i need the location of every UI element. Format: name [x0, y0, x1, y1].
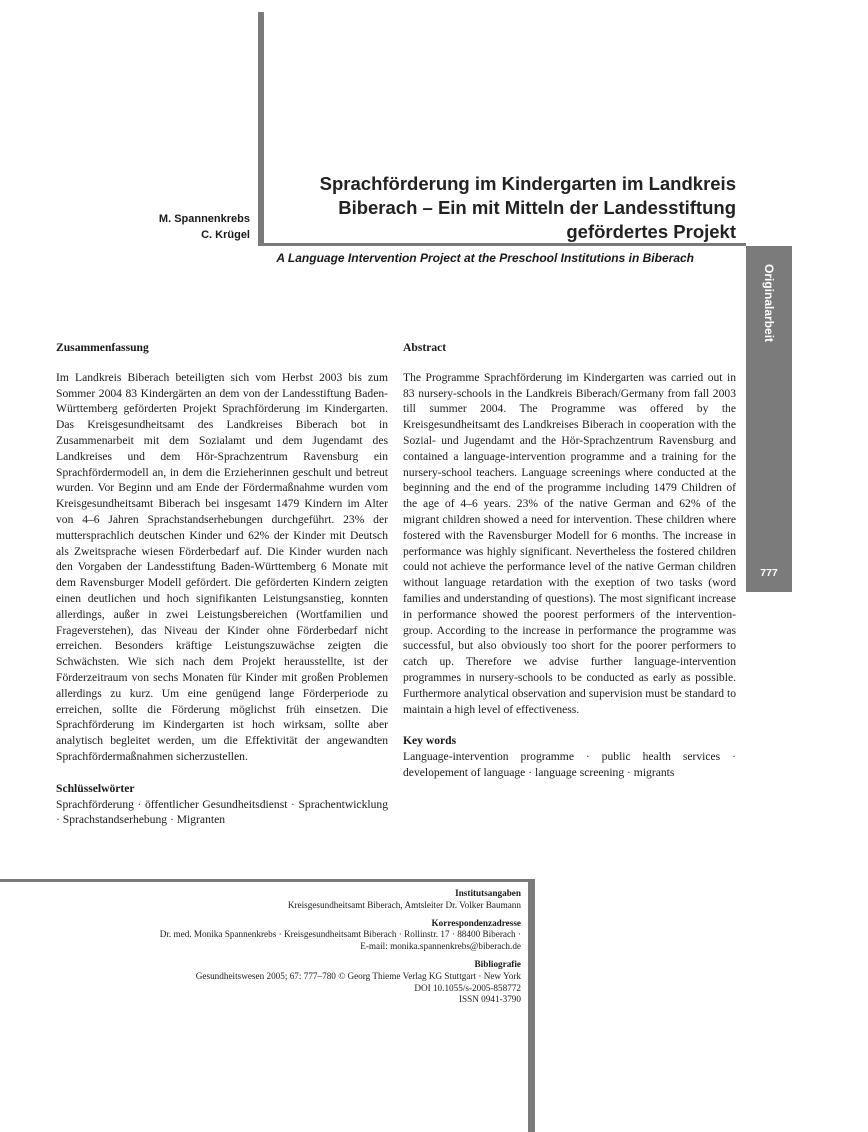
author-name: M. Spannenkrebs	[158, 213, 250, 225]
footer-vertical-bar	[528, 879, 535, 1132]
title-vertical-bar	[258, 12, 264, 244]
korrespondenz-heading: Korrespondenzadresse	[431, 917, 521, 928]
article-type-label	[746, 264, 792, 384]
zusammenfassung-text: Im Landkreis Biberach beteiligten sich vom Herbst 2003 bis zum Sommer 2004 83 Kindergärten an dem von der Landesstiftung Baden-Württemberg geförderten Projekt Sprachförderung im Kindergarten. Das Kreisgesundheitsamt des Landkreises Biberach bot in Zusammenarbeit mit dem Sozialamt und dem Jugendamt des Landkreises und dem Hör-Sprachzentrum Ravensburg ein Sprachfördermodell an, in dem die Erzieherinnen geschult und betreut wurden. Vor Beginn und am Ende der Fördermaßnahme wurden vom Kreisgesundheitsamt Biberach bei insgesamt 1479 Kindern im Alter von 4–6 Jahren Sprachstandserhebungen durchgeführt. 23% der muttersprachlich deutschen Kinder und 62% der Kinder mit Deutsch als Zweitsprache wiesen Förderbedarf auf. Die Kinder wurden nach den Vorgaben der Landesstiftung Baden-Württemberg 6 Monate mit dem Ravensburger Modell gefördert. Die geförderten Kindern zeigten einen deutlichen und hoch signifikanten Leistungsanstieg, konnten allerdings, außer in zwei Leistungsbereichen (Wortfamilien und Frageverstehen), das Niveau der Kinder ohne Förderbedarf nicht erreichen. Besonders kräftige Leistungszuwächse zeigten die Schwächsten. Wie sich nach dem Projekt herausstellte, ist der Förderzeitraum von sechs Monaten für Kinder mit großen Problemen allerdings zu kurz. Um eine genügend lange Förderperiode zu erreichen, sollte die Förderung möglichst früh einsetzen. Die Sprachförderung im Kindergarten ist hoch wirksam, sollte aber analytisch begleitet werden, um die Effektivität der angewandten Sprachfördermaßnahmen sicherzustellen.	[56, 370, 388, 763]
institut-text: Kreisgesundheitsamt Biberach, Amtsleiter Dr. Volker Baumann	[287, 899, 521, 910]
bibliografie-citation: Gesundheitswesen 2005; 67: 777–780 © Georg Thieme Verlag KG Stuttgart · New York	[195, 970, 521, 981]
article-subtitle: A Language Intervention Project at the Preschool Institutions in Biberach	[276, 251, 694, 265]
bibliografie-heading: Bibliografie	[474, 958, 521, 969]
korrespondenz-line: Dr. med. Monika Spannenkrebs · Kreisgesundheitsamt Biberach · Rollinstr. 17 · 88400 Biberach ·	[159, 929, 521, 940]
article-type-text: Originalarbeit	[762, 264, 776, 343]
abstract-text: The Programme Sprachförderung im Kindergarten was carried out in 83 nursery-schools in the Landkreis Biberach/Germany from fall 2003 till summer 2004. The Programme was offered by the Kreisgesundheitsamt des Landkreises Biberach in cooperation with the Sozial- und Jugendamt and the Hör-Sprachzentrum Ravensburg and contained a language-intervention programme and a training for the nursery-school teachers. Language screenings where conducted at the beginning and the end of the programme including 1479 Children of the age of 4–6 years. 23% of the native German and 62% of the migrant children showed a need for intervention. These children where fostered with the Ravensburger Modell for 6 months. The increase in performance was highly significant. Nevertheless the fostered children could not achieve the performance level of the native German children without language retardation with the exeption of two tasks (word families and understanding of questions). The most significant increase in performance showed the poorest performers of the intervention-group. According to the increase in performance the programme was successful, but also obviously too short for the poorer performers to catch up. Therefore we advise further language-intervention programmes in nursery-schools to be conducted as early as possible. Furthermore analytical observation and supervision must be standard to maintain a high level of effectiveness.	[403, 370, 736, 716]
author-name: C. Krügel	[201, 229, 250, 241]
keywords-heading: Key words	[403, 734, 457, 748]
footer-info	[60, 888, 521, 1006]
page-number: 777	[760, 567, 778, 579]
article-title: Sprachförderung im Kindergarten im Landkreis Biberach – Ein mit Mitteln der Landesstiftung gefördertes Projekt	[319, 173, 736, 242]
bibliografie-issn: ISSN 0941-3790	[458, 994, 521, 1005]
zusammenfassung-column	[56, 340, 388, 828]
abstract-column	[403, 340, 736, 781]
abstract-heading: Abstract	[403, 341, 447, 354]
bibliografie-doi: DOI 10.1055/s-2005-858772	[414, 982, 521, 993]
institut-heading: Institutsangaben	[455, 888, 521, 898]
schluesselwoerter-text: Sprachförderung · öffentlicher Gesundheitsdienst · Sprachentwicklung · Sprachstandserhebung · Migranten	[56, 797, 388, 827]
footer-rule	[0, 879, 530, 882]
korrespondenz-email: E-mail: monika.spannenkrebs@biberach.de	[360, 941, 521, 952]
keywords-text: Language-intervention programme · public health services · developement of language · language screening · migrants	[403, 750, 736, 779]
zusammenfassung-heading: Zusammenfassung	[56, 341, 149, 354]
schluesselwoerter-heading: Schlüsselwörter	[56, 781, 135, 795]
author-list	[100, 211, 250, 243]
